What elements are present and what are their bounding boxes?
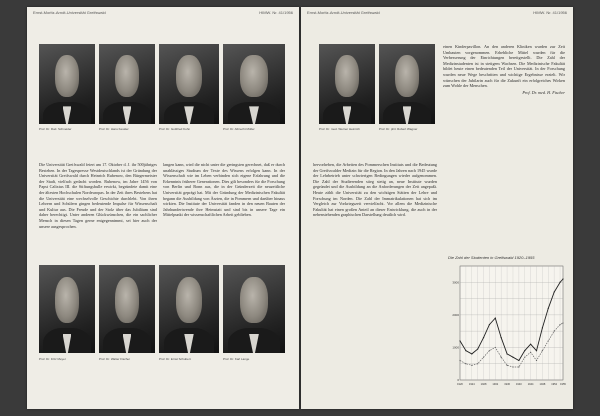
data-point	[530, 344, 531, 345]
data-point	[459, 360, 460, 361]
page-header	[307, 10, 567, 16]
data-point	[477, 348, 478, 349]
photo-caption: Prof. Dr. med. Werner Heinrich	[319, 127, 360, 131]
data-point	[524, 350, 525, 351]
portrait-photo	[39, 44, 95, 124]
left-page	[27, 7, 299, 409]
data-point	[536, 350, 537, 351]
data-point	[554, 291, 555, 292]
x-tick-label: 1944	[527, 383, 534, 386]
paragraph: einen Kinderpavillon. An den anderen Kliniken wurden zur Zeit Umbauten vorgenommen. Erhebliche Mittel wurden für die Verbesserung der Einrichtungen bereitgestellt. Die Zahl der Medizinstudenten ist in stetigem Wachsen. Die Medizinische Fakultät bildet heute einen bedeutenden Teil der Universität. In der Forschung wurden neue Wege beschritten und wichtige Ergebnisse erzielt. Wir wünschen der Jubilarin auch für die Zukunft ein erfolgreiches Wirken zum Wohle der Menschen.	[443, 44, 565, 89]
portrait-photo	[39, 265, 95, 353]
data-point	[483, 337, 484, 338]
plot-area	[460, 266, 563, 380]
data-point	[559, 282, 560, 283]
data-point	[559, 324, 560, 325]
photo-caption: Prof. Dr. Hans Kessler	[99, 127, 129, 131]
data-point	[506, 365, 507, 366]
portrait-photo	[379, 44, 435, 124]
x-tick-label: 1948	[539, 383, 546, 386]
header-right: HIMW. Nr. 41/1956	[533, 10, 567, 15]
data-point	[506, 353, 507, 354]
photo-caption: Prof. Dr. Ernst Schubert	[159, 357, 191, 361]
y-tick-label: 0	[457, 378, 459, 382]
y-tick-label: 3000	[452, 280, 459, 285]
header-right: HIMW. Nr. 41/1956	[259, 10, 293, 15]
data-point	[518, 366, 519, 367]
data-point	[477, 363, 478, 364]
portrait-photo	[99, 265, 155, 353]
data-point	[542, 327, 543, 328]
body-text-column	[163, 162, 285, 260]
header-left: Ernst-Moritz-Arndt-Universität Greifswald	[307, 10, 380, 15]
photo-caption: Prof. Dr. Karl Lange	[223, 357, 250, 361]
data-point	[471, 365, 472, 366]
data-point	[501, 337, 502, 338]
signature: Prof. Dr. med. H. Fischer	[522, 89, 565, 95]
x-tick-label: 1920	[457, 383, 463, 386]
data-point	[459, 340, 460, 341]
photo-caption: Prof. Dr. Fritz Meyer	[39, 357, 66, 361]
paragraph: hervorheben, die Arbeiten des Pommerschen Instituts und die Bedeutung der Greifswalder Medizin für die Region. In den Jahren nach 1945 wurde der Lehrbetrieb unter schwierigen Bedingungen wieder aufgenommen. Die Zahl der Studierenden stieg stetig an, neue Institute wurden gegründet und die Ausbildung an die Anforderungen der Zeit angepaßt. Heute zählt die Universität zu den wichtigen Stätten der Lehre und Forschung im Norden. Die Zahl der Immatrikulationen hat sich im Vergleich zur Vorkriegszeit vervielfacht. Vor allem die Medizinische Fakultät hat einen großen Anteil an dieser Entwicklung, die auch in der nebenstehenden graphischen Darstellung deutlich wird.	[313, 162, 437, 218]
data-point	[495, 318, 496, 319]
data-point	[548, 340, 549, 341]
portrait-photo	[223, 265, 285, 353]
page-header	[33, 10, 293, 16]
data-point	[512, 366, 513, 367]
x-tick-label: 1932	[492, 383, 499, 386]
portrait-photo	[319, 44, 375, 124]
data-point	[518, 360, 519, 361]
portrait-photo	[159, 265, 219, 353]
data-point	[465, 363, 466, 364]
photo-caption: Prof. Dr. Walter Fischer	[99, 357, 131, 361]
y-tick-label: 2000	[452, 312, 459, 317]
data-point	[489, 324, 490, 325]
data-point	[495, 347, 496, 348]
x-tick-label: 1955	[560, 383, 566, 386]
data-point	[471, 353, 472, 354]
data-point	[483, 357, 484, 358]
y-tick-label: 1000	[452, 345, 459, 350]
body-text-column	[39, 162, 157, 260]
photo-caption: Prof. Dr. Albrecht Müller	[223, 127, 255, 131]
chart-svg	[448, 262, 566, 392]
data-point	[554, 331, 555, 332]
body-text-column	[313, 162, 437, 400]
portrait-photo	[159, 44, 219, 124]
data-point	[548, 308, 549, 309]
paragraph: langen kann, wird die nicht unter die geringsten gerechnet, daß er durch unablässiges Studium der Texte des Wissens erfolgen kann. In der Wissenschaft wie im Leben verbinden sich eigene Erfahrung und die Erkenntnis früherer Generationen. Dies gilt besonders für die Forschung von Berlin und Bonn aus, die in der Gründerzeit die neuzeitliche Universität geprägt hat. Mit der Gründung der Medizinischen Fakultät begann die Ausbildung von Ärzten, die in Pommern und darüber hinaus wirkten. Die Institute der Universität fanden in den neuen Bauten der Jahrhundertwende ihre Heimstatt und sind bis in unsere Tage ein Mittelpunkt der wissenschaftlichen Arbeit geblieben.	[163, 162, 285, 218]
right-page	[301, 7, 573, 409]
data-point	[524, 357, 525, 358]
paragraph: Die Universität Greifswald feiert am 17. Oktober d. J. ihr 500jähriges Bestehen. In der Tagespresse Westdeutschlands ist der Gründung der Universität Greifswald durch Heinrich Rubenow, den Bürgermeister der Stadt, vielfach gedacht worden. Rubenow, im Jahre 1456 von Papst Calixtus III. die Stiftungsbulle erwirkt, begründete damit eine der ältesten Hochschulen Nordeuropas. In der Zeit ihres Bestehens hat die Universität eine wechselvolle Geschichte durchlebt. Von ihren Lehrern und Schülern gingen bedeutende Impulse für Wissenschaft und Kultur aus. Die Freude und der Stolz über das Jubiläum sind daher berechtigt. Unter anderen Glückwünschen, die ein sachlicher Mensch in diesen Tagen gerne entgegennimmt, sei hier auch der unsere ausgesprochen.	[39, 162, 157, 229]
chart-title: Die Zahl der Studenten in Greifswald 1920–1955	[448, 255, 535, 260]
body-text-column	[443, 44, 565, 244]
x-tick-label: 1928	[480, 383, 487, 386]
x-tick-label: 1924	[468, 383, 475, 386]
data-point	[536, 360, 537, 361]
student-count-chart	[448, 255, 566, 392]
x-tick-label: 1936	[504, 383, 510, 386]
header-left: Ernst-Moritz-Arndt-Universität Greifswald	[33, 10, 106, 15]
data-point	[562, 278, 563, 279]
portrait-photo	[223, 44, 285, 124]
data-point	[512, 357, 513, 358]
data-point	[489, 350, 490, 351]
x-tick-label: 1952	[551, 383, 558, 386]
data-point	[542, 350, 543, 351]
data-point	[562, 322, 563, 323]
x-tick-label: 1940	[515, 383, 522, 386]
data-point	[465, 350, 466, 351]
photo-caption: Prof. Dr. phil. Robert Wagner	[379, 127, 418, 131]
photo-caption: Prof. Dr. Rud. Schneider	[39, 127, 72, 131]
portrait-photo	[99, 44, 155, 124]
data-point	[501, 357, 502, 358]
photo-caption: Prof. Dr. Gottfried Kuhn	[159, 127, 191, 131]
data-point	[530, 352, 531, 353]
